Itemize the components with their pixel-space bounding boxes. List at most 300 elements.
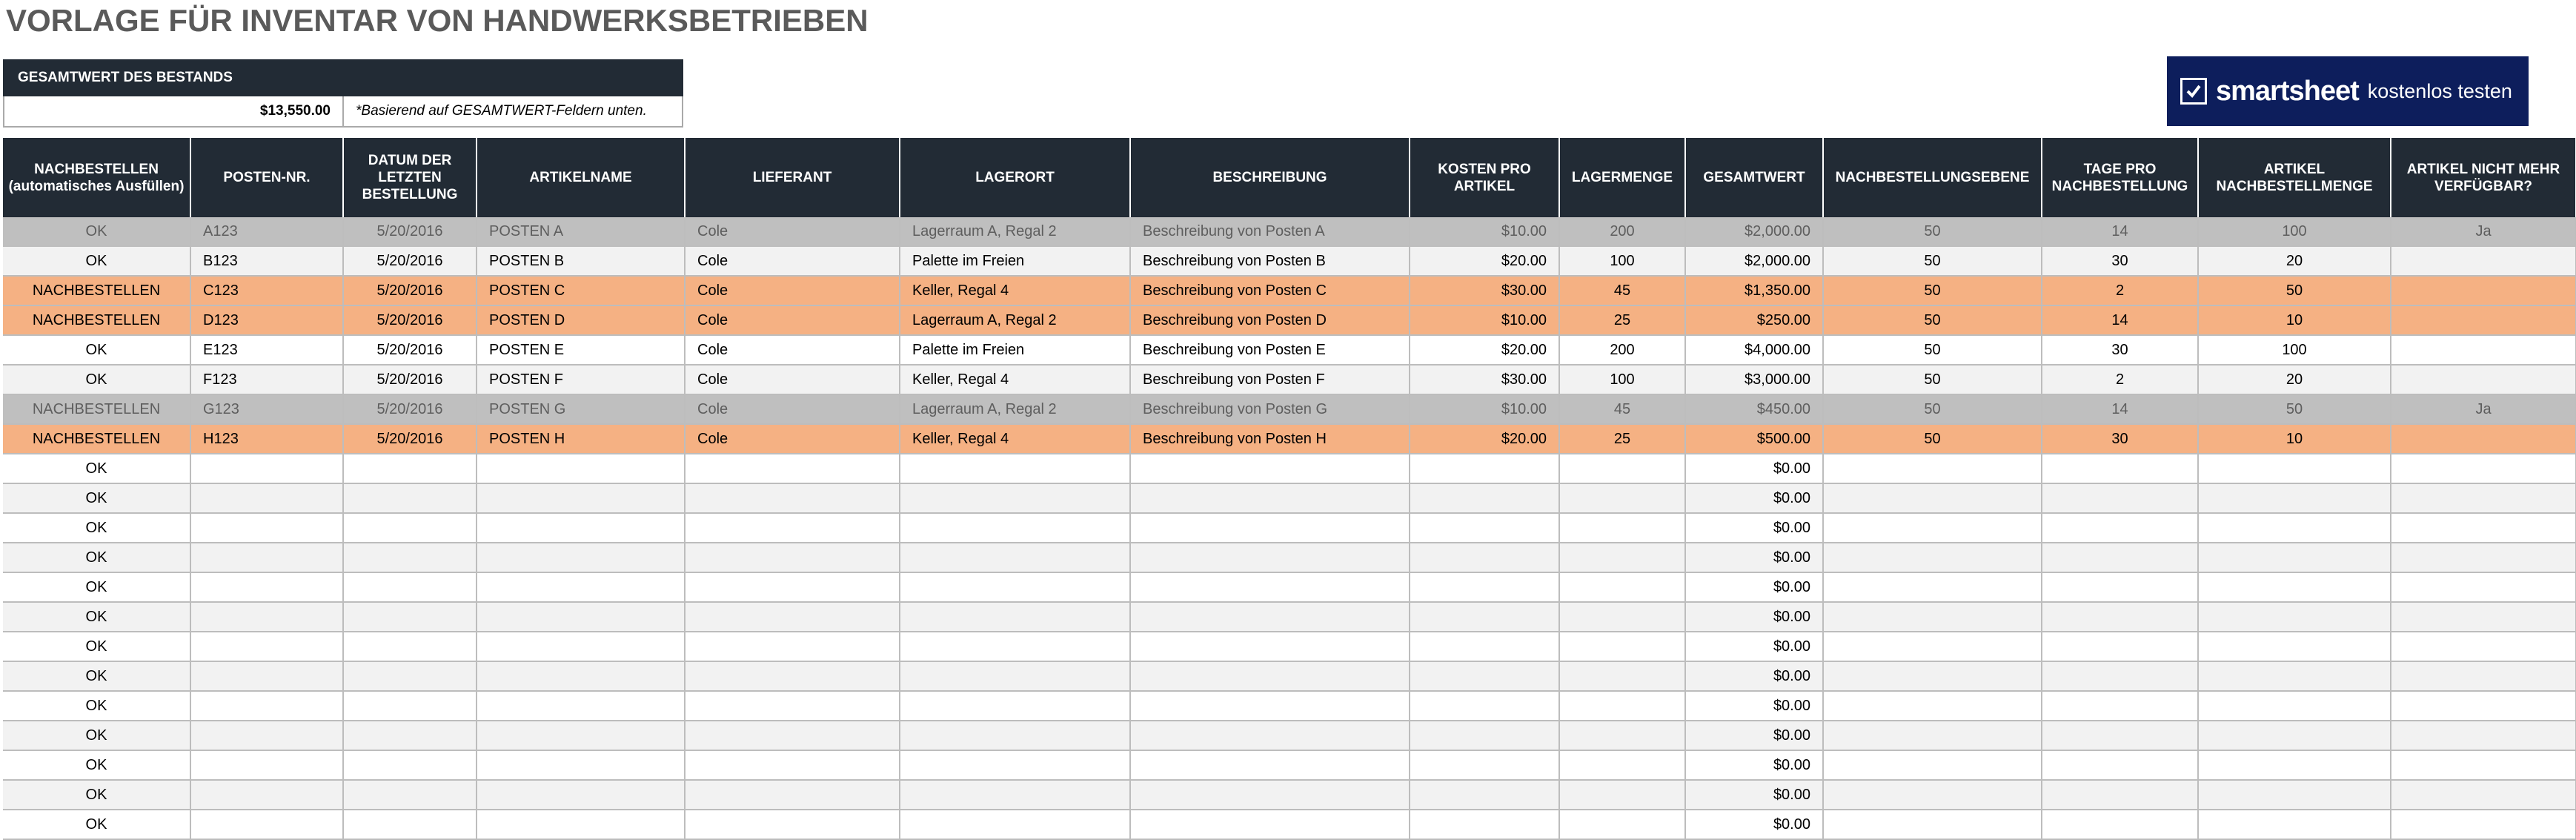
cell-reorder-status[interactable]: OK bbox=[3, 632, 190, 661]
cell-description[interactable]: Beschreibung von Posten G bbox=[1130, 394, 1410, 424]
cell-reorder-status[interactable]: NACHBESTELLEN bbox=[3, 394, 190, 424]
cell-description[interactable]: Beschreibung von Posten H bbox=[1130, 424, 1410, 454]
cell-item-name[interactable]: POSTEN A bbox=[477, 217, 685, 246]
cell-total-value[interactable]: $0.00 bbox=[1685, 602, 1823, 632]
cell-supplier[interactable] bbox=[685, 691, 900, 721]
cell-cost-per-item[interactable] bbox=[1410, 513, 1559, 543]
cell-supplier[interactable] bbox=[685, 721, 900, 750]
cell-last-order-date[interactable] bbox=[343, 810, 477, 839]
cell-item-number[interactable] bbox=[190, 750, 343, 780]
cell-reorder-status[interactable]: OK bbox=[3, 513, 190, 543]
cell-item-number[interactable]: G123 bbox=[190, 394, 343, 424]
cell-discontinued[interactable] bbox=[2391, 602, 2576, 632]
cell-last-order-date[interactable]: 5/20/2016 bbox=[343, 246, 477, 276]
cell-item-name[interactable] bbox=[477, 632, 685, 661]
cell-storage-location[interactable] bbox=[900, 513, 1130, 543]
cell-description[interactable] bbox=[1130, 632, 1410, 661]
cell-cost-per-item[interactable] bbox=[1410, 780, 1559, 810]
cell-description[interactable]: Beschreibung von Posten A bbox=[1130, 217, 1410, 246]
cell-reorder-quantity[interactable] bbox=[2198, 721, 2391, 750]
cell-stock-quantity[interactable] bbox=[1559, 750, 1685, 780]
cell-reorder-status[interactable]: OK bbox=[3, 365, 190, 394]
cell-supplier[interactable]: Cole bbox=[685, 305, 900, 335]
cell-cost-per-item[interactable] bbox=[1410, 810, 1559, 839]
cell-description[interactable] bbox=[1130, 810, 1410, 839]
cell-stock-quantity[interactable] bbox=[1559, 513, 1685, 543]
cell-stock-quantity[interactable] bbox=[1559, 602, 1685, 632]
cell-storage-location[interactable] bbox=[900, 721, 1130, 750]
cell-reorder-level[interactable]: 50 bbox=[1823, 365, 2042, 394]
cell-item-number[interactable]: C123 bbox=[190, 276, 343, 305]
cell-item-name[interactable] bbox=[477, 602, 685, 632]
cell-reorder-level[interactable] bbox=[1823, 721, 2042, 750]
cell-supplier[interactable] bbox=[685, 780, 900, 810]
col-header-discontinued[interactable]: ARTIKEL NICHT MEHR VERFÜGBAR? bbox=[2391, 138, 2576, 217]
cell-storage-location[interactable] bbox=[900, 810, 1130, 839]
cell-last-order-date[interactable] bbox=[343, 661, 477, 691]
cell-item-name[interactable]: POSTEN G bbox=[477, 394, 685, 424]
cell-days-per-reorder[interactable]: 14 bbox=[2042, 305, 2198, 335]
cell-description[interactable] bbox=[1130, 661, 1410, 691]
cell-item-name[interactable] bbox=[477, 750, 685, 780]
cell-reorder-status[interactable]: OK bbox=[3, 780, 190, 810]
cell-supplier[interactable] bbox=[685, 454, 900, 483]
cell-days-per-reorder[interactable] bbox=[2042, 513, 2198, 543]
cell-reorder-quantity[interactable] bbox=[2198, 602, 2391, 632]
cell-total-value[interactable]: $0.00 bbox=[1685, 572, 1823, 602]
cell-storage-location[interactable] bbox=[900, 750, 1130, 780]
cell-last-order-date[interactable]: 5/20/2016 bbox=[343, 394, 477, 424]
cell-reorder-quantity[interactable]: 10 bbox=[2198, 305, 2391, 335]
cell-reorder-level[interactable]: 50 bbox=[1823, 424, 2042, 454]
cell-last-order-date[interactable] bbox=[343, 454, 477, 483]
col-header-reorder-status[interactable]: NACHBESTELLEN (automatisches Ausfüllen) bbox=[3, 138, 190, 217]
cell-item-name[interactable] bbox=[477, 483, 685, 513]
cell-discontinued[interactable] bbox=[2391, 632, 2576, 661]
cell-days-per-reorder[interactable]: 2 bbox=[2042, 365, 2198, 394]
cell-reorder-quantity[interactable] bbox=[2198, 454, 2391, 483]
cell-reorder-quantity[interactable] bbox=[2198, 750, 2391, 780]
cell-reorder-status[interactable]: OK bbox=[3, 217, 190, 246]
cell-description[interactable] bbox=[1130, 721, 1410, 750]
cell-reorder-quantity[interactable]: 20 bbox=[2198, 246, 2391, 276]
cell-cost-per-item[interactable] bbox=[1410, 543, 1559, 572]
cell-reorder-level[interactable] bbox=[1823, 454, 2042, 483]
cell-reorder-level[interactable]: 50 bbox=[1823, 305, 2042, 335]
cell-item-number[interactable] bbox=[190, 721, 343, 750]
cell-total-value[interactable]: $0.00 bbox=[1685, 750, 1823, 780]
cell-reorder-level[interactable]: 50 bbox=[1823, 217, 2042, 246]
cell-reorder-status[interactable]: NACHBESTELLEN bbox=[3, 276, 190, 305]
cell-storage-location[interactable] bbox=[900, 780, 1130, 810]
cell-cost-per-item[interactable]: $10.00 bbox=[1410, 305, 1559, 335]
cell-reorder-level[interactable]: 50 bbox=[1823, 276, 2042, 305]
cell-reorder-quantity[interactable]: 10 bbox=[2198, 424, 2391, 454]
cell-item-name[interactable] bbox=[477, 661, 685, 691]
cell-storage-location[interactable] bbox=[900, 691, 1130, 721]
cell-last-order-date[interactable] bbox=[343, 750, 477, 780]
cell-total-value[interactable]: $1,350.00 bbox=[1685, 276, 1823, 305]
cell-reorder-quantity[interactable] bbox=[2198, 691, 2391, 721]
cell-total-value[interactable]: $2,000.00 bbox=[1685, 246, 1823, 276]
cell-storage-location[interactable]: Lagerraum A, Regal 2 bbox=[900, 394, 1130, 424]
cell-reorder-level[interactable] bbox=[1823, 661, 2042, 691]
cell-cost-per-item[interactable] bbox=[1410, 572, 1559, 602]
cell-cost-per-item[interactable] bbox=[1410, 721, 1559, 750]
cell-storage-location[interactable] bbox=[900, 632, 1130, 661]
cell-item-number[interactable] bbox=[190, 691, 343, 721]
cell-stock-quantity[interactable] bbox=[1559, 661, 1685, 691]
cell-item-number[interactable]: F123 bbox=[190, 365, 343, 394]
cell-last-order-date[interactable] bbox=[343, 780, 477, 810]
cell-reorder-quantity[interactable]: 50 bbox=[2198, 394, 2391, 424]
cell-description[interactable] bbox=[1130, 572, 1410, 602]
cell-total-value[interactable]: $0.00 bbox=[1685, 810, 1823, 839]
cell-days-per-reorder[interactable]: 30 bbox=[2042, 246, 2198, 276]
cell-supplier[interactable]: Cole bbox=[685, 276, 900, 305]
cell-cost-per-item[interactable] bbox=[1410, 661, 1559, 691]
cell-days-per-reorder[interactable] bbox=[2042, 632, 2198, 661]
cell-last-order-date[interactable] bbox=[343, 513, 477, 543]
summary-total-value[interactable]: $13,550.00 bbox=[4, 96, 343, 127]
cell-last-order-date[interactable] bbox=[343, 543, 477, 572]
cell-discontinued[interactable] bbox=[2391, 691, 2576, 721]
cell-storage-location[interactable] bbox=[900, 483, 1130, 513]
cell-storage-location[interactable] bbox=[900, 543, 1130, 572]
cell-days-per-reorder[interactable] bbox=[2042, 483, 2198, 513]
cell-total-value[interactable]: $2,000.00 bbox=[1685, 217, 1823, 246]
cell-item-number[interactable] bbox=[190, 632, 343, 661]
cell-item-name[interactable]: POSTEN B bbox=[477, 246, 685, 276]
cell-total-value[interactable]: $0.00 bbox=[1685, 691, 1823, 721]
cell-cost-per-item[interactable]: $30.00 bbox=[1410, 276, 1559, 305]
cell-days-per-reorder[interactable] bbox=[2042, 661, 2198, 691]
cell-discontinued[interactable] bbox=[2391, 543, 2576, 572]
cell-item-name[interactable] bbox=[477, 572, 685, 602]
cell-supplier[interactable]: Cole bbox=[685, 365, 900, 394]
cell-description[interactable] bbox=[1130, 454, 1410, 483]
cell-description[interactable] bbox=[1130, 780, 1410, 810]
cell-days-per-reorder[interactable] bbox=[2042, 750, 2198, 780]
cell-reorder-status[interactable]: OK bbox=[3, 721, 190, 750]
cell-supplier[interactable] bbox=[685, 661, 900, 691]
cell-supplier[interactable] bbox=[685, 543, 900, 572]
cell-item-name[interactable] bbox=[477, 810, 685, 839]
cell-stock-quantity[interactable]: 200 bbox=[1559, 217, 1685, 246]
cell-storage-location[interactable]: Palette im Freien bbox=[900, 335, 1130, 365]
cell-item-number[interactable]: H123 bbox=[190, 424, 343, 454]
cell-description[interactable]: Beschreibung von Posten C bbox=[1130, 276, 1410, 305]
cell-item-number[interactable]: E123 bbox=[190, 335, 343, 365]
cell-item-number[interactable]: D123 bbox=[190, 305, 343, 335]
cell-item-name[interactable]: POSTEN H bbox=[477, 424, 685, 454]
cell-description[interactable] bbox=[1130, 691, 1410, 721]
col-header-last-order-date[interactable]: DATUM DER LETZTEN BESTELLUNG bbox=[343, 138, 477, 217]
col-header-cost-per-item[interactable]: KOSTEN PRO ARTIKEL bbox=[1410, 138, 1559, 217]
cell-discontinued[interactable] bbox=[2391, 424, 2576, 454]
cell-days-per-reorder[interactable] bbox=[2042, 721, 2198, 750]
cell-last-order-date[interactable] bbox=[343, 691, 477, 721]
col-header-reorder-level[interactable]: NACHBESTELLUNGSEBENE bbox=[1823, 138, 2042, 217]
cell-cost-per-item[interactable] bbox=[1410, 750, 1559, 780]
cell-reorder-status[interactable]: OK bbox=[3, 691, 190, 721]
cell-cost-per-item[interactable]: $20.00 bbox=[1410, 335, 1559, 365]
cell-discontinued[interactable] bbox=[2391, 365, 2576, 394]
col-header-stock-quantity[interactable]: LAGERMENGE bbox=[1559, 138, 1685, 217]
cell-reorder-quantity[interactable]: 50 bbox=[2198, 276, 2391, 305]
cell-stock-quantity[interactable] bbox=[1559, 483, 1685, 513]
cell-stock-quantity[interactable] bbox=[1559, 780, 1685, 810]
cell-discontinued[interactable] bbox=[2391, 572, 2576, 602]
cell-description[interactable]: Beschreibung von Posten F bbox=[1130, 365, 1410, 394]
cell-days-per-reorder[interactable] bbox=[2042, 780, 2198, 810]
cell-item-number[interactable] bbox=[190, 780, 343, 810]
cell-total-value[interactable]: $0.00 bbox=[1685, 721, 1823, 750]
cell-reorder-status[interactable]: OK bbox=[3, 661, 190, 691]
cell-reorder-status[interactable]: OK bbox=[3, 454, 190, 483]
cell-reorder-level[interactable] bbox=[1823, 750, 2042, 780]
cell-stock-quantity[interactable]: 200 bbox=[1559, 335, 1685, 365]
cell-last-order-date[interactable] bbox=[343, 572, 477, 602]
cell-description[interactable]: Beschreibung von Posten B bbox=[1130, 246, 1410, 276]
cell-storage-location[interactable]: Keller, Regal 4 bbox=[900, 424, 1130, 454]
cell-cost-per-item[interactable] bbox=[1410, 483, 1559, 513]
col-header-item-number[interactable]: POSTEN-NR. bbox=[190, 138, 343, 217]
cell-item-name[interactable] bbox=[477, 721, 685, 750]
cell-reorder-quantity[interactable]: 100 bbox=[2198, 217, 2391, 246]
cell-reorder-level[interactable]: 50 bbox=[1823, 335, 2042, 365]
cell-reorder-quantity[interactable] bbox=[2198, 632, 2391, 661]
cell-stock-quantity[interactable]: 100 bbox=[1559, 365, 1685, 394]
cell-supplier[interactable] bbox=[685, 632, 900, 661]
cell-description[interactable] bbox=[1130, 543, 1410, 572]
cell-reorder-status[interactable]: OK bbox=[3, 246, 190, 276]
cell-cost-per-item[interactable]: $20.00 bbox=[1410, 424, 1559, 454]
cell-discontinued[interactable] bbox=[2391, 483, 2576, 513]
cell-reorder-level[interactable] bbox=[1823, 691, 2042, 721]
cell-reorder-level[interactable] bbox=[1823, 632, 2042, 661]
cell-reorder-quantity[interactable] bbox=[2198, 483, 2391, 513]
cell-item-name[interactable] bbox=[477, 543, 685, 572]
cell-cost-per-item[interactable] bbox=[1410, 454, 1559, 483]
cell-reorder-status[interactable]: NACHBESTELLEN bbox=[3, 424, 190, 454]
cell-discontinued[interactable] bbox=[2391, 513, 2576, 543]
cell-last-order-date[interactable]: 5/20/2016 bbox=[343, 335, 477, 365]
cell-total-value[interactable]: $0.00 bbox=[1685, 483, 1823, 513]
cell-item-number[interactable] bbox=[190, 454, 343, 483]
cell-reorder-status[interactable]: NACHBESTELLEN bbox=[3, 305, 190, 335]
cell-discontinued[interactable] bbox=[2391, 276, 2576, 305]
cell-reorder-status[interactable]: OK bbox=[3, 810, 190, 839]
cell-reorder-quantity[interactable] bbox=[2198, 780, 2391, 810]
cell-reorder-level[interactable]: 50 bbox=[1823, 394, 2042, 424]
cell-storage-location[interactable]: Lagerraum A, Regal 2 bbox=[900, 217, 1130, 246]
cell-total-value[interactable]: $250.00 bbox=[1685, 305, 1823, 335]
cell-item-name[interactable] bbox=[477, 780, 685, 810]
cell-stock-quantity[interactable] bbox=[1559, 572, 1685, 602]
cell-reorder-level[interactable] bbox=[1823, 572, 2042, 602]
cell-discontinued[interactable] bbox=[2391, 780, 2576, 810]
cell-last-order-date[interactable]: 5/20/2016 bbox=[343, 217, 477, 246]
cell-discontinued[interactable] bbox=[2391, 305, 2576, 335]
col-header-reorder-quantity[interactable]: ARTIKEL NACHBESTELLMENGE bbox=[2198, 138, 2391, 217]
cell-last-order-date[interactable] bbox=[343, 602, 477, 632]
cell-days-per-reorder[interactable] bbox=[2042, 691, 2198, 721]
col-header-description[interactable]: BESCHREIBUNG bbox=[1130, 138, 1410, 217]
cell-supplier[interactable]: Cole bbox=[685, 394, 900, 424]
cell-discontinued[interactable] bbox=[2391, 454, 2576, 483]
cell-supplier[interactable]: Cole bbox=[685, 246, 900, 276]
cell-reorder-level[interactable] bbox=[1823, 602, 2042, 632]
cell-supplier[interactable] bbox=[685, 602, 900, 632]
cell-item-number[interactable] bbox=[190, 572, 343, 602]
cell-stock-quantity[interactable] bbox=[1559, 721, 1685, 750]
cell-stock-quantity[interactable]: 45 bbox=[1559, 276, 1685, 305]
cell-cost-per-item[interactable]: $20.00 bbox=[1410, 246, 1559, 276]
cell-cost-per-item[interactable]: $10.00 bbox=[1410, 394, 1559, 424]
cell-item-number[interactable] bbox=[190, 483, 343, 513]
cell-last-order-date[interactable] bbox=[343, 632, 477, 661]
cell-description[interactable] bbox=[1130, 602, 1410, 632]
cell-storage-location[interactable] bbox=[900, 454, 1130, 483]
cell-storage-location[interactable] bbox=[900, 602, 1130, 632]
cell-stock-quantity[interactable] bbox=[1559, 632, 1685, 661]
cell-stock-quantity[interactable] bbox=[1559, 691, 1685, 721]
cell-item-number[interactable] bbox=[190, 543, 343, 572]
cell-supplier[interactable]: Cole bbox=[685, 424, 900, 454]
cell-item-name[interactable] bbox=[477, 454, 685, 483]
cell-stock-quantity[interactable] bbox=[1559, 543, 1685, 572]
cell-item-number[interactable]: A123 bbox=[190, 217, 343, 246]
cell-reorder-level[interactable] bbox=[1823, 810, 2042, 839]
cell-days-per-reorder[interactable] bbox=[2042, 454, 2198, 483]
cell-total-value[interactable]: $0.00 bbox=[1685, 543, 1823, 572]
cell-cost-per-item[interactable]: $10.00 bbox=[1410, 217, 1559, 246]
cell-total-value[interactable]: $500.00 bbox=[1685, 424, 1823, 454]
col-header-total-value[interactable]: GESAMTWERT bbox=[1685, 138, 1823, 217]
cell-last-order-date[interactable]: 5/20/2016 bbox=[343, 276, 477, 305]
cell-description[interactable]: Beschreibung von Posten D bbox=[1130, 305, 1410, 335]
cell-supplier[interactable]: Cole bbox=[685, 217, 900, 246]
cell-item-number[interactable]: B123 bbox=[190, 246, 343, 276]
cell-discontinued[interactable] bbox=[2391, 246, 2576, 276]
cell-storage-location[interactable]: Lagerraum A, Regal 2 bbox=[900, 305, 1130, 335]
cell-days-per-reorder[interactable]: 30 bbox=[2042, 335, 2198, 365]
cell-reorder-quantity[interactable] bbox=[2198, 572, 2391, 602]
cell-last-order-date[interactable] bbox=[343, 483, 477, 513]
cell-last-order-date[interactable]: 5/20/2016 bbox=[343, 424, 477, 454]
cell-last-order-date[interactable] bbox=[343, 721, 477, 750]
cell-last-order-date[interactable]: 5/20/2016 bbox=[343, 305, 477, 335]
cell-reorder-quantity[interactable]: 100 bbox=[2198, 335, 2391, 365]
cell-storage-location[interactable] bbox=[900, 661, 1130, 691]
cell-reorder-status[interactable]: OK bbox=[3, 602, 190, 632]
cell-reorder-quantity[interactable] bbox=[2198, 543, 2391, 572]
cell-days-per-reorder[interactable]: 2 bbox=[2042, 276, 2198, 305]
cell-storage-location[interactable]: Palette im Freien bbox=[900, 246, 1130, 276]
cell-supplier[interactable] bbox=[685, 810, 900, 839]
cell-days-per-reorder[interactable] bbox=[2042, 572, 2198, 602]
smartsheet-trial-banner[interactable] bbox=[2167, 56, 2529, 126]
cell-days-per-reorder[interactable] bbox=[2042, 810, 2198, 839]
cell-item-number[interactable] bbox=[190, 661, 343, 691]
cell-discontinued[interactable] bbox=[2391, 750, 2576, 780]
cell-supplier[interactable] bbox=[685, 572, 900, 602]
cell-stock-quantity[interactable]: 25 bbox=[1559, 424, 1685, 454]
cell-total-value[interactable]: $3,000.00 bbox=[1685, 365, 1823, 394]
cell-reorder-quantity[interactable] bbox=[2198, 810, 2391, 839]
cell-total-value[interactable]: $0.00 bbox=[1685, 661, 1823, 691]
cell-reorder-level[interactable] bbox=[1823, 513, 2042, 543]
cell-days-per-reorder[interactable] bbox=[2042, 543, 2198, 572]
cell-stock-quantity[interactable]: 25 bbox=[1559, 305, 1685, 335]
cell-discontinued[interactable]: Ja bbox=[2391, 394, 2576, 424]
cell-total-value[interactable]: $0.00 bbox=[1685, 780, 1823, 810]
cell-item-number[interactable] bbox=[190, 602, 343, 632]
cell-supplier[interactable]: Cole bbox=[685, 335, 900, 365]
cell-reorder-quantity[interactable] bbox=[2198, 661, 2391, 691]
cell-item-number[interactable] bbox=[190, 810, 343, 839]
cell-cost-per-item[interactable] bbox=[1410, 602, 1559, 632]
cell-total-value[interactable]: $0.00 bbox=[1685, 454, 1823, 483]
cell-reorder-level[interactable] bbox=[1823, 780, 2042, 810]
cell-reorder-level[interactable] bbox=[1823, 543, 2042, 572]
cell-supplier[interactable] bbox=[685, 483, 900, 513]
cell-last-order-date[interactable]: 5/20/2016 bbox=[343, 365, 477, 394]
cell-item-name[interactable]: POSTEN C bbox=[477, 276, 685, 305]
cell-discontinued[interactable] bbox=[2391, 810, 2576, 839]
cell-storage-location[interactable] bbox=[900, 572, 1130, 602]
cell-stock-quantity[interactable]: 45 bbox=[1559, 394, 1685, 424]
col-header-days-per-reorder[interactable]: TAGE PRO NACHBESTELLUNG bbox=[2042, 138, 2198, 217]
cell-discontinued[interactable]: Ja bbox=[2391, 217, 2576, 246]
cell-supplier[interactable] bbox=[685, 513, 900, 543]
cell-description[interactable]: Beschreibung von Posten E bbox=[1130, 335, 1410, 365]
col-header-item-name[interactable]: ARTIKELNAME bbox=[477, 138, 685, 217]
cell-cost-per-item[interactable] bbox=[1410, 691, 1559, 721]
cell-description[interactable] bbox=[1130, 483, 1410, 513]
cell-reorder-quantity[interactable]: 20 bbox=[2198, 365, 2391, 394]
cell-stock-quantity[interactable] bbox=[1559, 810, 1685, 839]
cell-reorder-level[interactable]: 50 bbox=[1823, 246, 2042, 276]
cell-stock-quantity[interactable] bbox=[1559, 454, 1685, 483]
cell-description[interactable] bbox=[1130, 513, 1410, 543]
cell-reorder-status[interactable]: OK bbox=[3, 335, 190, 365]
cell-item-name[interactable]: POSTEN F bbox=[477, 365, 685, 394]
cell-total-value[interactable]: $450.00 bbox=[1685, 394, 1823, 424]
cell-reorder-status[interactable]: OK bbox=[3, 750, 190, 780]
cell-discontinued[interactable] bbox=[2391, 661, 2576, 691]
cell-reorder-level[interactable] bbox=[1823, 483, 2042, 513]
cell-description[interactable] bbox=[1130, 750, 1410, 780]
cell-total-value[interactable]: $0.00 bbox=[1685, 632, 1823, 661]
col-header-storage-location[interactable]: LAGERORT bbox=[900, 138, 1130, 217]
cell-item-number[interactable] bbox=[190, 513, 343, 543]
cell-days-per-reorder[interactable]: 14 bbox=[2042, 217, 2198, 246]
cell-reorder-status[interactable]: OK bbox=[3, 483, 190, 513]
cell-item-name[interactable] bbox=[477, 691, 685, 721]
cell-reorder-status[interactable]: OK bbox=[3, 572, 190, 602]
cell-reorder-status[interactable]: OK bbox=[3, 543, 190, 572]
cell-reorder-quantity[interactable] bbox=[2198, 513, 2391, 543]
cell-stock-quantity[interactable]: 100 bbox=[1559, 246, 1685, 276]
cell-total-value[interactable]: $4,000.00 bbox=[1685, 335, 1823, 365]
cell-total-value[interactable]: $0.00 bbox=[1685, 513, 1823, 543]
cell-item-name[interactable]: POSTEN D bbox=[477, 305, 685, 335]
cell-storage-location[interactable]: Keller, Regal 4 bbox=[900, 276, 1130, 305]
col-header-supplier[interactable]: LIEFERANT bbox=[685, 138, 900, 217]
cell-supplier[interactable] bbox=[685, 750, 900, 780]
